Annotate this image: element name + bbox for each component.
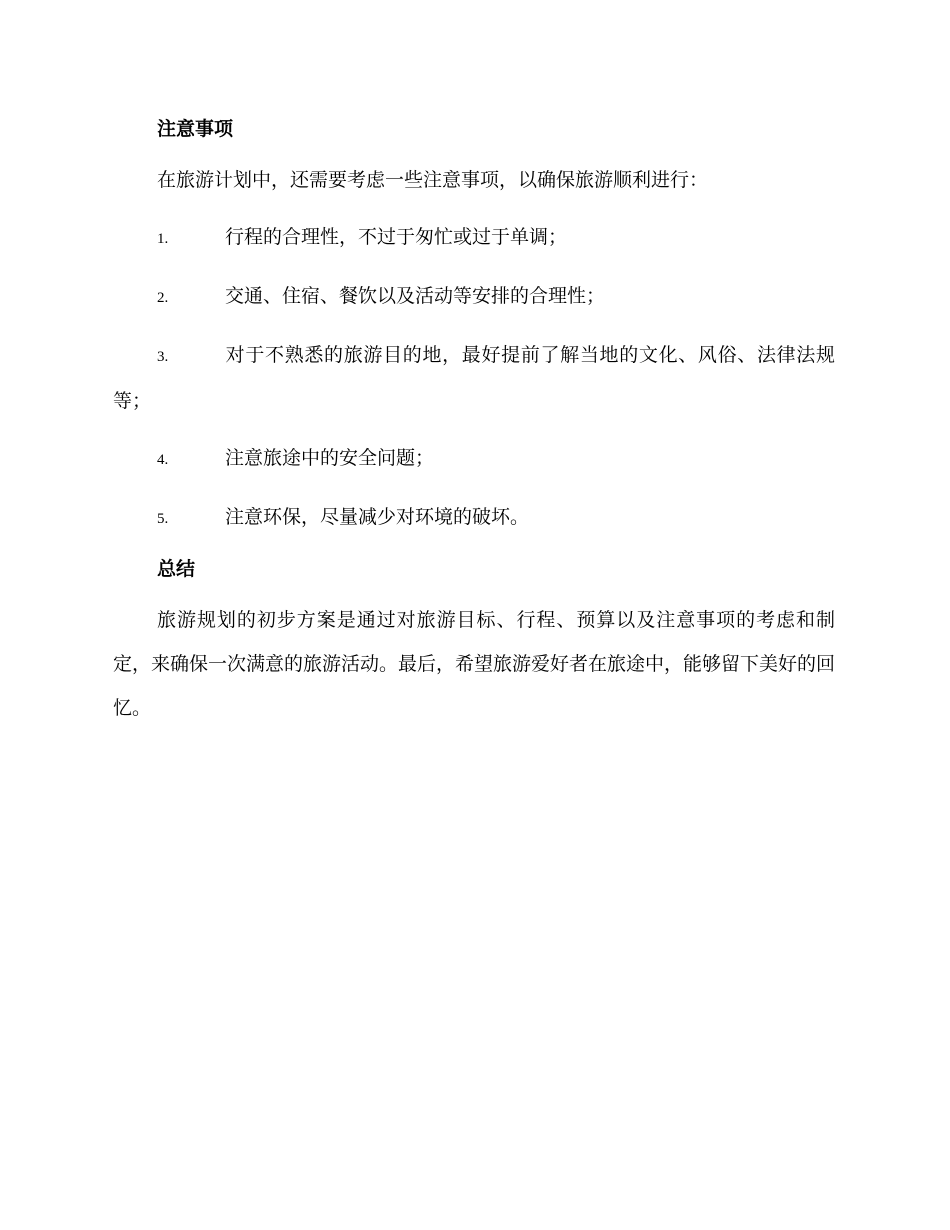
- document-page: [113, 112, 835, 743]
- list-text: 注意环保，尽量减少对环境的破坏。: [225, 506, 530, 528]
- list-item: [113, 333, 835, 423]
- list-item: [113, 495, 835, 541]
- section-heading-notes: 注意事项: [157, 118, 234, 140]
- list-item: [113, 274, 835, 320]
- list-number: 5.: [157, 511, 169, 527]
- section-heading-summary: 总结: [157, 558, 196, 580]
- notes-list: [113, 215, 835, 541]
- list-text: 交通、住宿、餐饮以及活动等安排的合理性；: [225, 285, 606, 307]
- summary-body: 旅游规划的初步方案是通过对旅游目标、行程、预算以及注意事项的考虑和制定，来确保一次满意的旅游活动。最后，希望旅游爱好者在旅途中，能够留下美好的回忆。: [113, 609, 836, 719]
- list-text: 对于不熟悉的旅游目的地，最好提前了解当地的文化、风俗、法律法规等；: [113, 344, 835, 412]
- list-number: 3.: [157, 349, 169, 365]
- list-item: [113, 436, 835, 482]
- list-number: 4.: [157, 452, 169, 468]
- list-number: 2.: [157, 290, 169, 306]
- list-item: [113, 215, 835, 261]
- notes-intro: 在旅游计划中，还需要考虑一些注意事项，以确保旅游顺利进行：: [157, 169, 709, 191]
- list-text: 行程的合理性，不过于匆忙或过于单调；: [225, 226, 568, 248]
- list-number: 1.: [157, 231, 169, 247]
- list-text: 注意旅途中的安全问题；: [225, 447, 435, 469]
